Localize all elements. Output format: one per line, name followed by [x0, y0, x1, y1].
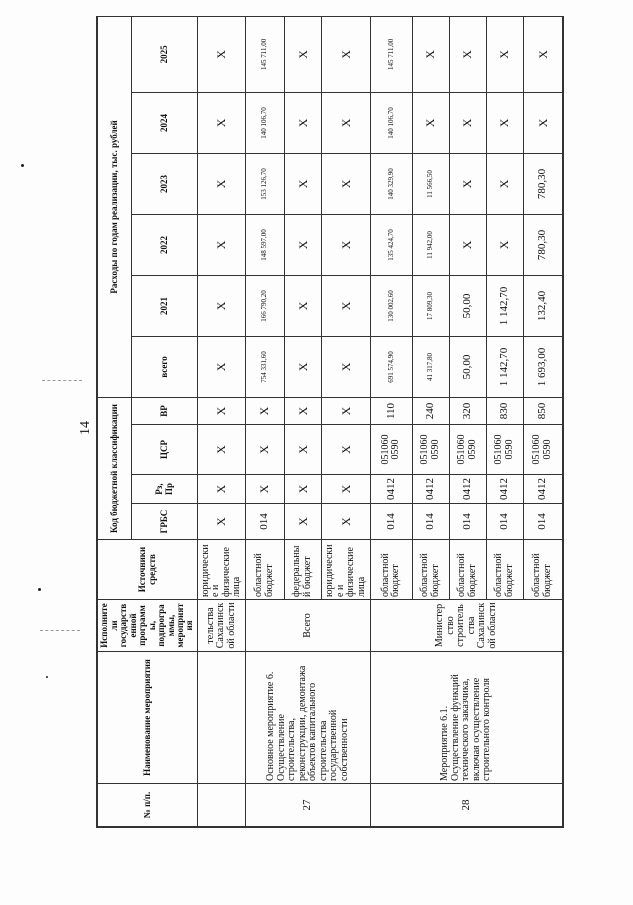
- header-name: Наименование мероприятия: [98, 652, 198, 784]
- y2025-cell: X: [412, 16, 449, 92]
- header-2022: 2022: [132, 214, 198, 275]
- y2024-cell: X: [449, 92, 486, 153]
- rzpr-cell: 0412: [412, 475, 449, 504]
- grbs-cell: X: [198, 504, 245, 540]
- header-2023: 2023: [132, 153, 198, 214]
- y2022-cell: X: [321, 214, 370, 275]
- grbs-cell: 014: [245, 504, 284, 540]
- y2021-cell: 132,40: [523, 275, 562, 336]
- vr-cell: 850: [523, 397, 562, 424]
- csr-cell: X: [245, 425, 284, 475]
- total-cell: 50,00: [449, 336, 486, 397]
- header-rzpr: Рз, Пр: [132, 475, 198, 504]
- header-expenses: Расходы по годам реализации, тыс. рублей: [98, 16, 132, 397]
- source-cell: областной бюджет: [486, 540, 523, 600]
- y2024-cell: X: [523, 92, 562, 153]
- header-2025: 2025: [132, 16, 198, 92]
- y2023-cell: X: [198, 153, 245, 214]
- y2024-cell: X: [486, 92, 523, 153]
- y2023-cell: X: [284, 153, 321, 214]
- header-num: № п/п.: [98, 784, 198, 827]
- header-2024: 2024: [132, 92, 198, 153]
- executor-cell: тельства Сахалинской области: [198, 600, 245, 652]
- grbs-cell: 014: [412, 504, 449, 540]
- y2023-cell: 140 329,90: [371, 153, 412, 214]
- y2022-cell: X: [449, 214, 486, 275]
- table-row: [371, 16, 412, 826]
- y2021-cell: 130 002,60: [371, 275, 412, 336]
- y2021-cell: 1 142,70: [486, 275, 523, 336]
- rotated-table-page: [97, 17, 563, 827]
- grbs-cell: 014: [486, 504, 523, 540]
- header-vr: ВР: [132, 397, 198, 424]
- source-cell: юридические и физические лица: [198, 540, 245, 600]
- vr-cell: 110: [371, 397, 412, 424]
- table-row: [245, 16, 284, 826]
- y2022-cell: 780,30: [523, 214, 562, 275]
- page-number: 14: [78, 421, 93, 435]
- vr-cell: X: [245, 397, 284, 424]
- executor-cell: Всего: [245, 600, 371, 652]
- y2023-cell: 780,30: [523, 153, 562, 214]
- y2023-cell: 11 566,50: [412, 153, 449, 214]
- source-cell: областной бюджет: [412, 540, 449, 600]
- rzpr-cell: 0412: [449, 475, 486, 504]
- y2021-cell: X: [284, 275, 321, 336]
- vr-cell: X: [284, 397, 321, 424]
- csr-cell: 051060 0590: [371, 425, 412, 475]
- y2021-cell: X: [321, 275, 370, 336]
- scan-speck: [46, 676, 48, 678]
- source-cell: областной бюджет: [371, 540, 412, 600]
- rzpr-cell: 0412: [371, 475, 412, 504]
- y2022-cell: X: [486, 214, 523, 275]
- measure-name: Мероприятие 6.1. Осуществление функций технического заказчика, включая осуществление строительного контроля: [371, 652, 563, 784]
- y2024-cell: X: [321, 92, 370, 153]
- vr-cell: 240: [412, 397, 449, 424]
- source-cell: областной бюджет: [245, 540, 284, 600]
- total-cell: X: [198, 336, 245, 397]
- y2021-cell: 50,00: [449, 275, 486, 336]
- rzpr-cell: X: [284, 475, 321, 504]
- grbs-cell: X: [321, 504, 370, 540]
- y2025-cell: X: [198, 16, 245, 92]
- scan-speck: [21, 164, 24, 167]
- y2025-cell: 145 711,00: [245, 16, 284, 92]
- y2024-cell: X: [198, 92, 245, 153]
- y2022-cell: X: [198, 214, 245, 275]
- rzpr-cell: X: [321, 475, 370, 504]
- row-number: 27: [245, 784, 371, 827]
- executor-cell: Министерство строительства Сахалинской области: [371, 600, 563, 652]
- y2024-cell: 140 106,70: [245, 92, 284, 153]
- total-cell: X: [284, 336, 321, 397]
- document-frame: [96, 16, 564, 828]
- total-cell: 1 142,70: [486, 336, 523, 397]
- source-cell: юридические и физические лица: [321, 540, 370, 600]
- rzpr-cell: 0412: [486, 475, 523, 504]
- total-cell: X: [321, 336, 370, 397]
- scan-dash: [42, 380, 82, 381]
- y2024-cell: 140 106,70: [371, 92, 412, 153]
- source-cell: областной бюджет: [523, 540, 562, 600]
- y2022-cell: X: [284, 214, 321, 275]
- rzpr-cell: 0412: [523, 475, 562, 504]
- csr-cell: X: [321, 425, 370, 475]
- grbs-cell: X: [284, 504, 321, 540]
- y2025-cell: X: [523, 16, 562, 92]
- csr-cell: 051060 0590: [486, 425, 523, 475]
- y2023-cell: X: [321, 153, 370, 214]
- csr-cell: 051060 0590: [412, 425, 449, 475]
- header-sources: Источники средств: [98, 540, 198, 600]
- y2025-cell: X: [486, 16, 523, 92]
- total-cell: 1 693,00: [523, 336, 562, 397]
- vr-cell: 830: [486, 397, 523, 424]
- csr-cell: 051060 0590: [449, 425, 486, 475]
- y2025-cell: 145 711,00: [371, 16, 412, 92]
- y2021-cell: 17 809,30: [412, 275, 449, 336]
- header-executor: Исполнители государственной программы, подпрограммы, мероприятия: [98, 600, 198, 652]
- y2025-cell: X: [284, 16, 321, 92]
- grbs-cell: 014: [449, 504, 486, 540]
- header-budget-code: Код бюджетной классификации: [98, 397, 132, 539]
- budget-table: [97, 16, 563, 827]
- table-row: [198, 16, 245, 826]
- grbs-cell: 014: [371, 504, 412, 540]
- measure-name: Основное мероприятие 6. Осуществление строительства, реконструкции, демонтажа объектов капитального строительства государственной собственности: [245, 652, 371, 784]
- y2023-cell: X: [486, 153, 523, 214]
- y2021-cell: 166 790,20: [245, 275, 284, 336]
- header-grbs: ГРБС: [132, 504, 198, 540]
- y2023-cell: X: [449, 153, 486, 214]
- vr-cell: 320: [449, 397, 486, 424]
- scan-dash: [40, 630, 80, 631]
- total-cell: 754 331,60: [245, 336, 284, 397]
- csr-cell: X: [198, 425, 245, 475]
- header-csr: ЦСР: [132, 425, 198, 475]
- y2022-cell: 135 424,70: [371, 214, 412, 275]
- y2025-cell: X: [449, 16, 486, 92]
- csr-cell: X: [284, 425, 321, 475]
- header-total: всего: [132, 336, 198, 397]
- y2022-cell: 11 942,00: [412, 214, 449, 275]
- y2025-cell: X: [321, 16, 370, 92]
- total-cell: 41 317,80: [412, 336, 449, 397]
- y2023-cell: 153 126,70: [245, 153, 284, 214]
- grbs-cell: 014: [523, 504, 562, 540]
- vr-cell: X: [321, 397, 370, 424]
- vr-cell: X: [198, 397, 245, 424]
- y2021-cell: X: [198, 275, 245, 336]
- source-cell: областной бюджет: [449, 540, 486, 600]
- y2022-cell: 148 597,00: [245, 214, 284, 275]
- rzpr-cell: X: [198, 475, 245, 504]
- total-cell: 691 574,90: [371, 336, 412, 397]
- y2024-cell: X: [412, 92, 449, 153]
- scan-speck: [38, 588, 41, 591]
- y2024-cell: X: [284, 92, 321, 153]
- header-2021: 2021: [132, 275, 198, 336]
- row-number: 28: [371, 784, 563, 827]
- rzpr-cell: X: [245, 475, 284, 504]
- source-cell: федеральный бюджет: [284, 540, 321, 600]
- csr-cell: 051060 0590: [523, 425, 562, 475]
